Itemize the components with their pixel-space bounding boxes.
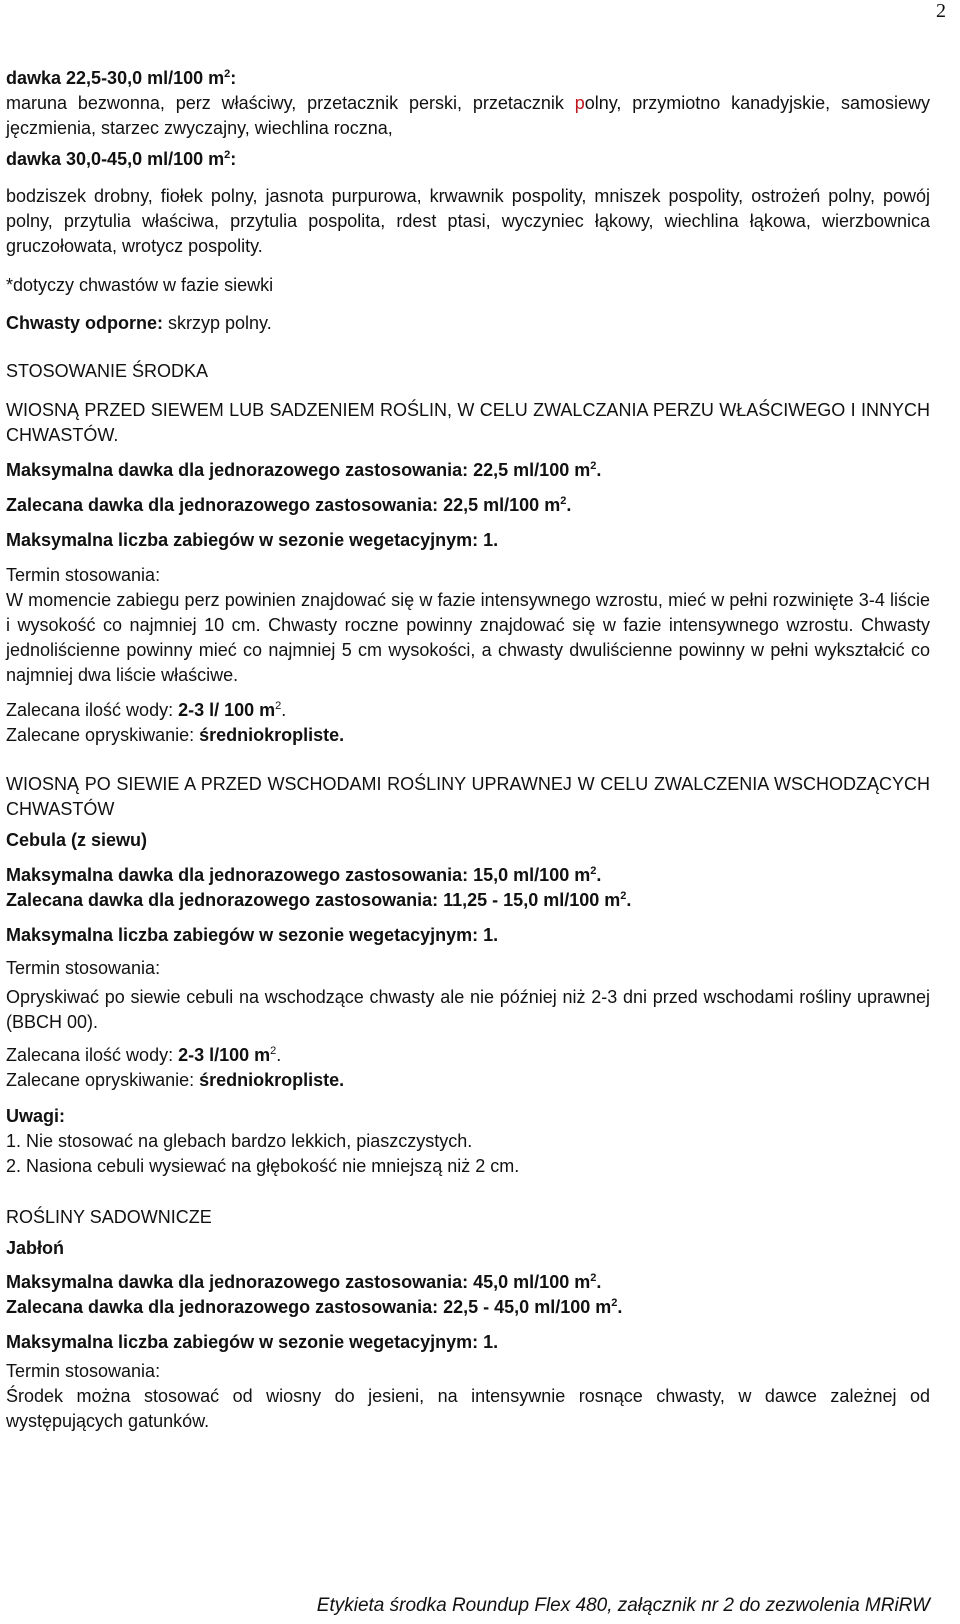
orchard-max-treatments: Maksymalna liczba zabiegów w sezonie wegetacyjnym: 1. bbox=[6, 1332, 499, 1352]
usage-heading: STOSOWANIE ŚRODKA bbox=[6, 361, 209, 381]
orchard-timing-label: Termin stosowania: bbox=[6, 1361, 161, 1381]
page-number: 2 bbox=[936, 0, 946, 22]
post-sow-heading: WIOSNĄ PO SIEWIE A PRZED WSCHODAMI ROŚLINY UPRAWNEJ W CELU ZWALCZENIA WSCHODZĄCYCH CHWASTÓW bbox=[6, 774, 930, 819]
document-body bbox=[6, 66, 930, 1434]
orchard-rec-dose: Zalecana dawka dla jednorazowego zastosowania: 22,5 - 45,0 ml/100 $m^2$. bbox=[6, 1297, 623, 1317]
post-sow-max-dose: Maksymalna dawka dla jednorazowego zastosowania: 15,0 ml/100 $m^2$. bbox=[6, 865, 602, 885]
orchard-heading: ROŚLINY SADOWNICZE bbox=[6, 1207, 212, 1227]
footnote: *dotyczy chwastów w fazie siewki bbox=[6, 275, 274, 295]
pre-sow-heading: WIOSNĄ PRZED SIEWEM LUB SADZENIEM ROŚLIN, W CELU ZWALCZANIA PERZU WŁAŚCIWEGO I INNYCH CHWASTÓW. bbox=[6, 400, 930, 445]
page-footer: Etykieta środka Roundup Flex 480, załącznik nr 2 do zezwolenia MRiRW bbox=[316, 1595, 930, 1616]
pre-sow-water: Zalecana ilość wody: 2-3 l/ 100 $m^2$. bbox=[6, 700, 287, 720]
pre-sow-max-dose: Maksymalna dawka dla jednorazowego zastosowania: 22,5 ml/100 $m^2$. bbox=[6, 460, 602, 480]
dose2-weeds: bodziszek drobny, fiołek polny, jasnota purpurowa, krwawnik pospolity, mniszek pospolity, ostrożeń polny, powój polny, przytulia właściwa, przytulia pospolita, rdest ptasi, wyczyniec łąkowy, wiechlina łąkowa, wierzbownica gruczołowata, wrotycz pospolity. bbox=[6, 186, 930, 256]
resistant-weeds: Chwasty odporne: skrzyp polny. bbox=[6, 313, 272, 333]
post-sow-note: 2. Nasiona cebuli wysiewać na głębokość nie mniejszą niż 2 cm. bbox=[6, 1156, 520, 1176]
pre-sow-rec-dose: Zalecana dawka dla jednorazowego zastosowania: 22,5 ml/100 $m^2$. bbox=[6, 495, 572, 515]
post-sow-notes-label: Uwagi: bbox=[6, 1106, 66, 1126]
orchard-max-dose: Maksymalna dawka dla jednorazowego zastosowania: 45,0 ml/100 $m^2$. bbox=[6, 1272, 602, 1292]
orchard-timing-text: Środek można stosować od wiosny do jesieni, na intensywnie rosnące chwasty, w dawce zależnej od występujących gatunków. bbox=[6, 1386, 930, 1431]
orchard-crop: Jabłoń bbox=[6, 1238, 65, 1258]
pre-sow-spray: Zalecane opryskiwanie: średniokropliste. bbox=[6, 725, 345, 745]
post-sow-rec-dose: Zalecana dawka dla jednorazowego zastosowania: 11,25 - 15,0 ml/100 $m^2$. bbox=[6, 890, 632, 910]
post-sow-max-treatments: Maksymalna liczba zabiegów w sezonie wegetacyjnym: 1. bbox=[6, 925, 499, 945]
post-sow-note: 1. Nie stosować na glebach bardzo lekkich, piaszczystych. bbox=[6, 1131, 473, 1151]
post-sow-timing-label: Termin stosowania: bbox=[6, 958, 161, 978]
post-sow-spray: Zalecane opryskiwanie: średniokropliste. bbox=[6, 1070, 345, 1090]
pre-sow-timing-text: W momencie zabiegu perz powinien znajdować się w fazie intensywnego wzrostu, mieć w pełni rozwinięte 3-4 liście i wysokość co najmniej 10 cm. Chwasty roczne powinny znajdować się w fazie intensywnego wzrostu. Chwasty jednoliścienne powinny mieć co najmniej 5 cm wysokości, a chwasty dwuliścienne powinny w pełni wykształcić co najmniej dwa liście właściwe. bbox=[6, 590, 930, 685]
post-sow-crop: Cebula (z siewu) bbox=[6, 830, 148, 850]
dose1-header: dawka 22,5-30,0 ml/100 $m^2$: bbox=[6, 68, 237, 88]
post-sow-timing-text: Opryskiwać po siewie cebuli na wschodzące chwasty ale nie później niż 2-3 dni przed wschodami rośliny uprawnej (BBCH 00). bbox=[6, 987, 930, 1032]
post-sow-water: Zalecana ilość wody: 2-3 l/100 $m^2$. bbox=[6, 1045, 282, 1065]
dose2-header: dawka 30,0-45,0 ml/100 $m^2$: bbox=[6, 149, 237, 169]
pre-sow-max-treatments: Maksymalna liczba zabiegów w sezonie wegetacyjnym: 1. bbox=[6, 530, 499, 550]
dose1-weeds: maruna bezwonna, perz właściwy, przetacznik perski, przetacznik polny, przymiotno kanadyjskie, samosiewy jęczmienia, starzec zwyczajny, wiechlina roczna, bbox=[6, 93, 931, 138]
pre-sow-timing-label: Termin stosowania: bbox=[6, 565, 161, 585]
